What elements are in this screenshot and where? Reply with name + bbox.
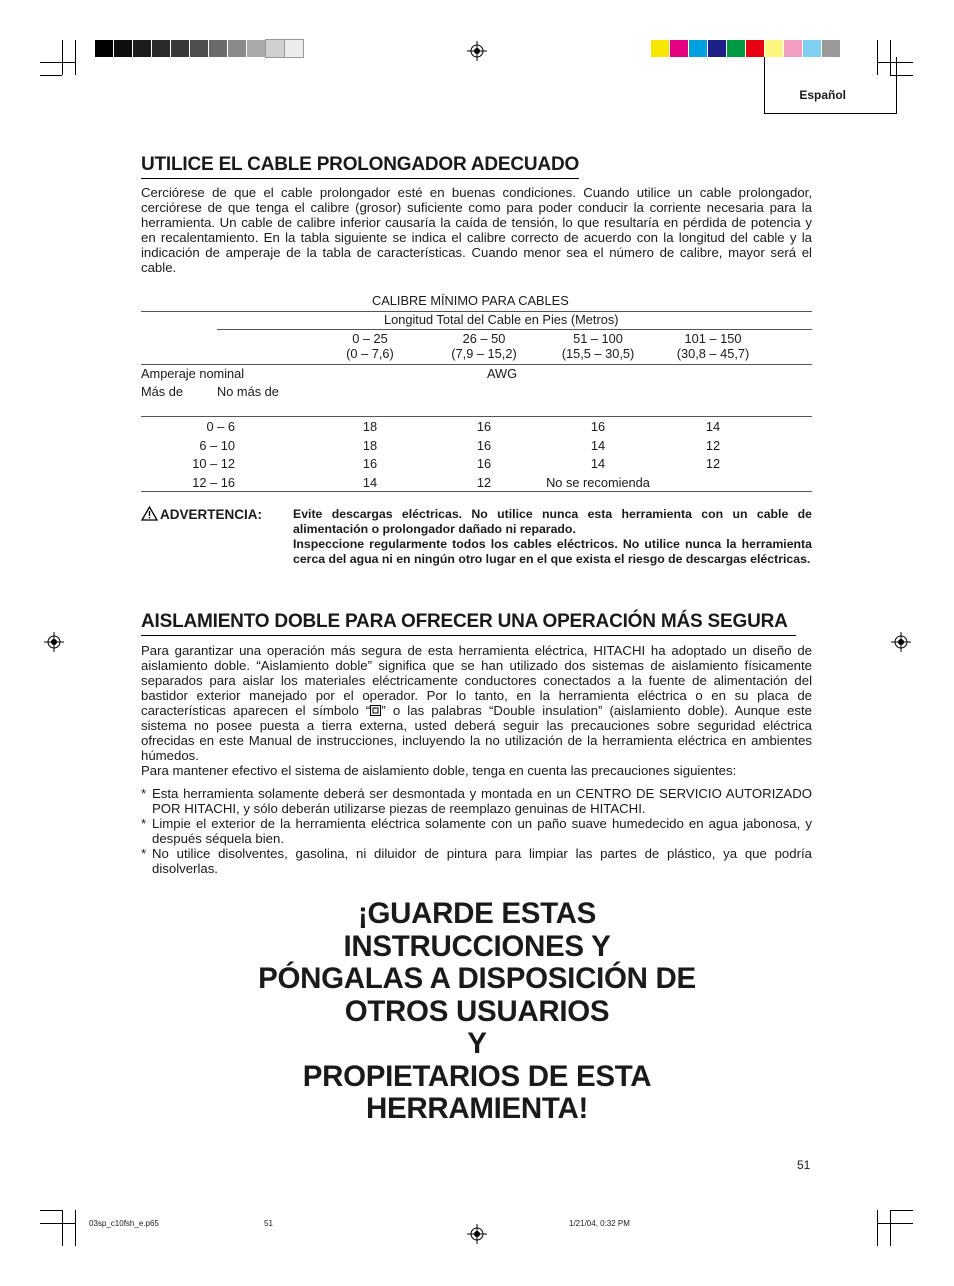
closing-line: Y — [467, 1027, 487, 1060]
color-swatch — [765, 40, 783, 57]
footer-page: 51 — [264, 1219, 273, 1228]
column-meters: (30,8 – 45,7) — [676, 346, 750, 361]
registration-mark-icon — [467, 1224, 487, 1244]
column-meters: (7,9 – 15,2) — [451, 346, 517, 361]
crop-mark — [877, 1223, 913, 1224]
crop-mark — [890, 1210, 891, 1246]
grayscale-swatch — [190, 40, 208, 57]
grayscale-swatch — [95, 40, 113, 57]
table-cell: 18 — [362, 437, 378, 453]
warning-line: Evite descargas eléctricas. No utilice nunca esta herramienta con un cable de alimentación o prolongador dañado ni reparado. — [293, 507, 812, 536]
registration-mark-icon — [891, 632, 911, 652]
closing-line: PÓNGALAS A DISPOSICIÓN DE — [258, 962, 696, 995]
warning-line: Inspeccione regularmente todos los cables eléctricos. No utilice nunca la herramienta cerca del agua ni en ningún otro lugar en el que exista el riesgo de descargas eléctricas. — [293, 537, 812, 566]
language-tab — [764, 57, 897, 114]
section-body-extension-cable — [141, 185, 812, 275]
table-cell: 14 — [705, 419, 721, 434]
crop-mark — [40, 1223, 75, 1224]
awg-label: AWG — [487, 366, 518, 381]
crop-mark — [40, 62, 75, 63]
column-feet: 51 – 100 — [573, 331, 623, 346]
footer-datetime: 1/21/04, 0:32 PM — [569, 1219, 630, 1228]
column-feet: 101 – 150 — [684, 331, 742, 346]
registration-mark-icon — [44, 632, 64, 652]
grayscale-swatch — [247, 40, 265, 57]
table-cell: 16 — [362, 456, 378, 471]
grayscale-swatch — [114, 40, 132, 57]
section-title-double-insulation: AISLAMIENTO DOBLE PARA OFRECER UNA OPERACIÓN MÁS SEGURA — [141, 611, 796, 636]
closing-message — [160, 898, 794, 1126]
warning-label — [141, 506, 262, 522]
table-rule — [141, 491, 812, 492]
closing-line: INSTRUCCIONES Y — [343, 929, 611, 963]
table-cell: 14 — [590, 437, 606, 453]
paragraph: Cerciórese de que el cable prolongador esté en buenas condiciones. Cuando utilice un cable prolongador, cerciórese de que tenga el calibre (grosor) suficiente como para poder conducir la corriente necesaria para la herramienta. Un cable de calibre inferior causaría la caída de tensión, lo que resultaría en pérdida de potencia y en recalentamiento. En la tabla siguiente se indica el calibre correcto de acuerdo con la longitud del cable y la indicación de amperaje de la tabla de características. Cuando menor sea el número de calibre, mayor será el cable. — [141, 185, 812, 275]
table-cell: 18 — [362, 419, 378, 434]
color-swatch — [803, 40, 821, 57]
column-header — [668, 331, 758, 361]
color-swatch — [784, 40, 802, 57]
closing-line: HERRAMIENTA! — [365, 1092, 588, 1125]
grayscale-swatch — [285, 40, 303, 57]
crop-mark — [62, 1210, 63, 1246]
precautions-list — [141, 786, 812, 876]
warning-text — [293, 507, 812, 567]
column-header — [439, 331, 529, 361]
column-meters: (15,5 – 30,5) — [561, 346, 635, 361]
table-rule — [141, 416, 812, 417]
column-feet: 0 – 25 — [352, 331, 388, 346]
crop-mark — [40, 1210, 62, 1211]
crop-mark — [75, 1210, 76, 1246]
column-header — [553, 331, 643, 361]
row-amperage-range: 6 – 10 — [199, 437, 235, 453]
color-swatch — [746, 40, 764, 57]
section-title-extension-cable: UTILICE EL CABLE PROLONGADOR ADECUADO — [141, 154, 579, 179]
grayscale-swatch — [133, 40, 151, 57]
closing-line: PROPIETARIOS DE ESTA — [302, 1059, 652, 1093]
grayscale-swatch — [152, 40, 170, 57]
column-feet: 26 – 50 — [462, 331, 506, 346]
row-amperage-range: 12 – 16 — [192, 474, 235, 490]
crop-mark — [890, 1210, 913, 1211]
registration-mark-icon — [467, 41, 487, 61]
table-cell: 12 — [705, 437, 721, 453]
grayscale-swatch — [171, 40, 189, 57]
table-length-header: Longitud Total del Cable en Pies (Metros) — [384, 312, 619, 327]
column-meters: (0 – 7,6) — [346, 346, 394, 361]
paragraph: Para garantizar una operación más segura de esta herramienta eléctrica, HITACHI ha adoptado un diseño de aislamiento doble. “Aislamiento doble” significa que se han utilizado dos sistemas de aislamiento físicamente separados para aislar los materiales eléctricamente conductores conectados a la fuente de alimentación del bastidor exterior manejado por el operador. Por lo tanto, en la herramienta eléctrica o en su placa de características aparecen el símbolo “ ” o las palabras “Double insulation” (aislamiento doble). Aunque este sistema no posee puesta a tierra externa, usted deberá seguir las precauciones sobre seguridad eléctrica ofrecidas en este Manual de instrucciones, incluyendo la no utilización de la herramienta eléctrica en ambientes húmedos. — [141, 643, 812, 763]
list-item: * Limpie el exterior de la herramienta eléctrica solamente con un paño suave humedecido en agua jabonosa, y después séquela bien. — [141, 816, 812, 846]
list-item: * Esta herramienta solamente deberá ser desmontada y montada en un CENTRO DE SERVICIO AUTORIZADO POR HITACHI, y sólo deberán utilizarse piezas de reemplazo genuinas de HITACHI. — [141, 786, 812, 816]
color-swatch — [651, 40, 669, 57]
table-cell: 16 — [476, 419, 492, 434]
table-caption: CALIBRE MÍNIMO PARA CABLES — [372, 293, 569, 308]
grayscale-swatch — [266, 40, 284, 57]
more-than-label: Más de — [141, 384, 183, 399]
table-rule — [217, 329, 812, 330]
table-cell: No se recomienda — [546, 474, 650, 490]
section-body-double-insulation — [141, 643, 812, 876]
paragraph: Para mantener efectivo el sistema de aislamiento doble, tenga en cuenta las precauciones siguientes: — [141, 763, 737, 778]
table-cell: 16 — [590, 419, 606, 434]
table-rule — [141, 364, 812, 365]
closing-line: ¡GUARDE ESTAS — [357, 897, 597, 930]
color-swatch — [708, 40, 726, 57]
crop-mark — [75, 40, 76, 75]
row-amperage-range: 10 – 12 — [192, 456, 235, 471]
language-label: Español — [799, 88, 846, 102]
crop-mark — [877, 1210, 878, 1246]
amperage-label: Amperaje nominal — [141, 366, 245, 381]
grayscale-swatch — [209, 40, 227, 57]
page-number: 51 — [797, 1158, 811, 1172]
table-cell: 14 — [590, 456, 606, 471]
footer-filename: 03sp_c10fsh_e.p65 — [89, 1219, 159, 1228]
row-amperage-range: 0 – 6 — [206, 419, 235, 434]
table-cell: 14 — [362, 474, 378, 490]
crop-mark — [62, 40, 63, 75]
grayscale-swatch — [228, 40, 246, 57]
double-insulation-icon — [370, 705, 381, 716]
color-swatch — [670, 40, 688, 57]
table-cell: 12 — [476, 474, 492, 490]
table-cell: 16 — [476, 456, 492, 471]
crop-mark — [40, 75, 62, 76]
color-swatch — [822, 40, 840, 57]
closing-line: OTROS USUARIOS — [344, 994, 610, 1028]
table-cell: 16 — [476, 437, 492, 453]
column-header — [330, 331, 410, 361]
list-item: * No utilice disolventes, gasolina, ni diluidor de pintura para limpiar las partes de plástico, ya que podría disolverlas. — [141, 846, 812, 876]
table-cell: 12 — [705, 456, 721, 471]
warning-label-text: ADVERTENCIA: — [160, 507, 263, 522]
color-swatch — [689, 40, 707, 57]
no-more-than-label: No más de — [217, 384, 279, 399]
color-swatch — [727, 40, 745, 57]
warning-triangle-icon — [141, 506, 158, 521]
